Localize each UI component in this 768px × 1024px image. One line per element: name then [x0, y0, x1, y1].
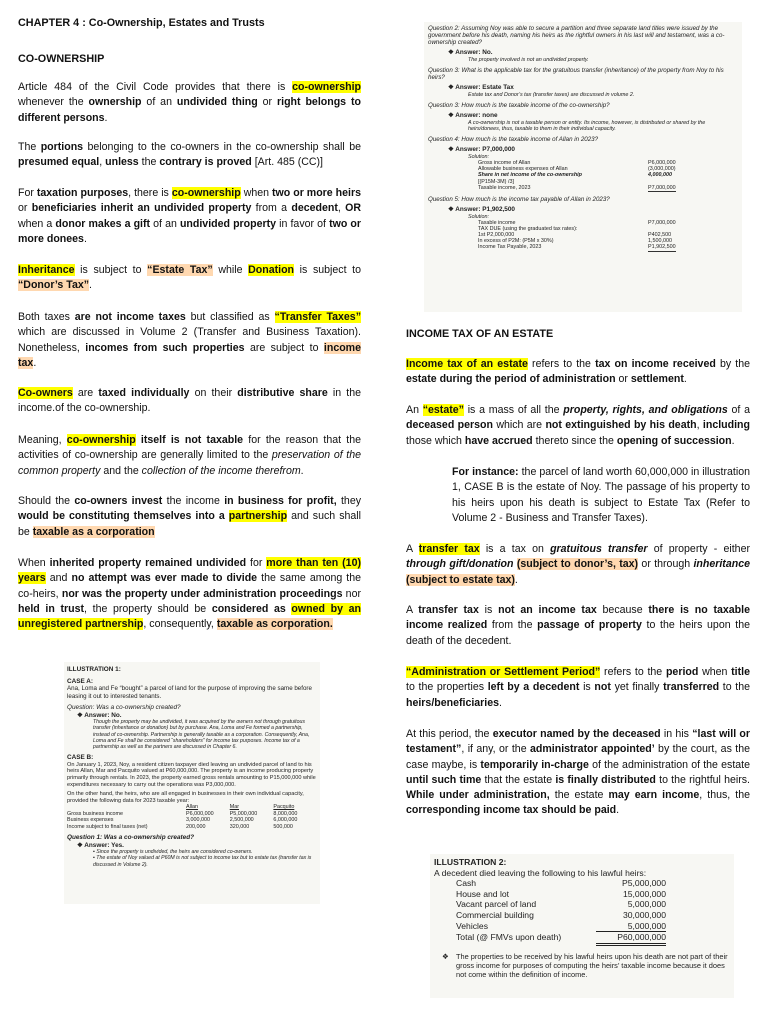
- paragraph-co-owners-taxed: Co-owners are taxed individually on their distributive share in the income.of the co-ownership.: [18, 387, 362, 415]
- paragraph-executor: At this period, the executor named by the deceased in his “last will or testament”, if any, or the administrator appointed’ by the court, as the case maybe, is temporarily in-charge of the administration of the estate until such time that the estate is finally distributed to the rightful heirs. While under administration, the estate may earn income, thus, the corresponding income tax should be paid.: [406, 728, 751, 817]
- heirs-table-header: Allan Mar Pacquito: [186, 804, 295, 811]
- table-row: Taxable income, 2023 P7,000,000: [478, 184, 676, 191]
- case-a-label: CASE A:: [67, 677, 94, 685]
- case-a-text: Ana, Loma and Fe “bought” a parcel of land for the purpose of improving the same before leasing it out to interested tenants.: [67, 685, 312, 700]
- answer-1: ❖ Answer: Yes.: [77, 841, 124, 849]
- solution-label: Solution:: [468, 154, 489, 160]
- table-row: Vacant parcel of land 5,000,000: [456, 899, 666, 910]
- question-1: Question 1: Was a co-ownership created?: [67, 833, 195, 841]
- table-row: Vehicles 5,000,000: [456, 920, 666, 931]
- table-row: Total (@ FMVs upon death) P60,000,000: [456, 932, 730, 946]
- table-row: 1st P2,000,000 P402,500: [478, 232, 672, 239]
- paragraph-article-484: Article 484 of the Civil Code provides that there is co-ownership whenever the ownership of an undivided thing or right belongs to different persons.: [18, 81, 361, 124]
- paragraph-meaning: Meaning, co-ownership itself is not taxable for the reason that the activities of co-ownership are generally limited to the preservation of the common property and the collection of the income therefrom.: [18, 434, 362, 477]
- heirs-data-intro: On the other hand, the heirs, who are all engaged in businesses in their own individual capacity, provided the following data for 2023 taxable year:: [67, 791, 304, 804]
- paragraph-transfer-tax: A transfer tax is a tax on gratuitous transfer of property - either through gift/donation (subject to donor’s, tax) or through inheritance (subject to estate tax).: [406, 543, 750, 586]
- solution-5-table: [428, 220, 738, 252]
- paragraph-taxation-purposes: For taxation purposes, there is co-ownership when two or more heirs or beneficiaries inherit an undivided property from a decedent, OR when a donor makes a gift of an undivided property in favor of two or more donees.: [18, 187, 361, 245]
- section-title-income-tax-estate: INCOME TAX OF AN ESTATE: [406, 328, 554, 340]
- case-a-question: Question: Was a co-ownership created?: [67, 704, 181, 711]
- answer-3b-text: A co-ownership is not a taxable person or entity. Its income, however, is distributed or shared by the heirs/donees, thus, taxable to them in their individual capacity.: [468, 119, 706, 132]
- estate-items-table: [434, 878, 730, 946]
- answer-3b: ❖ Answer: none: [448, 112, 498, 119]
- paragraph-income-tax-estate: Income tax of an estate refers to the tax on income received by the estate during the period of administration or settlement.: [406, 358, 750, 386]
- question-3b: Question 3: How much is the taxable income of the co-ownership?: [428, 102, 610, 109]
- question-5: Question 5: How much is the income tax payable of Allan in 2023?: [428, 196, 610, 204]
- table-row: Commercial building 30,000,000: [456, 909, 666, 920]
- case-a-answer: ❖ Answer: No.: [77, 711, 122, 719]
- table-row: Taxable income P7,000,000: [478, 219, 676, 226]
- table-row: TAX DUE (using the graduated tax rates):: [478, 225, 578, 232]
- answer-3: ❖ Answer: Estate Tax: [448, 84, 514, 91]
- table-row: Cash P5,000,000: [456, 878, 666, 889]
- section-title-co-ownership: CO-OWNERSHIP: [18, 53, 105, 65]
- table-row: Gross income of Allan P6,000,000: [478, 160, 676, 166]
- paragraph-unregistered-partnership: When inherited property remained undivided for more than ten (10) years and no attempt was ever made to divide the same among the co-heirs, nor was the property under administration proceedings nor held in trust, the property should be considered as owned by an unregistered partnership, consequently, taxable as corporation.: [18, 557, 362, 631]
- answer-5: ❖ Answer: P1,902,500: [448, 206, 515, 214]
- question-4: Question 4: How much is the taxable income of Allan in 2023?: [428, 136, 599, 144]
- case-b-text: On January 1, 2023, Noy, a resident citizen taxpayer died leaving an undivided parcel of land to his heirs Allan, Mar and Pacquito valued at P60,000,000. The property is an income producing property primarily through rentals. In 2023, the property earned gross rentals amounting to P15,000,000 while expenditures necessary to carry out the operations was P3,000,000.: [67, 761, 316, 788]
- paragraph-for-instance: For instance: the parcel of land worth 60,000,000 in illustration 1, CASE B is the estate of Noy. The passage of his property to his heirs upon his death is subject to Estate Tax (Refer to Volume 2 - Business and Transfer Taxes).: [452, 466, 750, 524]
- table-row: Income Tax Payable, 2023 P1,902,500: [478, 244, 676, 251]
- paragraph-inheritance-donation: Inheritance is subject to “Estate Tax” while Donation is subject to “Donor’s Tax”.: [18, 264, 361, 292]
- question-3: Question 3: What is the applicable tax for the gratuitous transfer (inheritance) of the property from Noy to his heirs?: [428, 67, 724, 81]
- illustration-2-scan: [430, 854, 734, 998]
- answer-4: ❖ Answer: P7,000,000: [448, 146, 515, 154]
- table-row: In excess of P2M: (P5M x 30%) 1,500,000: [478, 238, 672, 245]
- bullet-icon: ❖: [442, 951, 449, 961]
- paragraph-co-owners-invest: Should the co-owners invest the income in business for profit, they would be constituting themselves into a partnership and such shall be taxable as a corporation: [18, 495, 362, 538]
- table-row: [(P15M-3M) /3]: [478, 178, 514, 185]
- question-2: Question 2: Assuming Noy was able to secure a partition and three separate land titles were issued by the government before his death, naming his heirs as the rightful owners in his last will and testament, was a co-ownership created?: [428, 25, 725, 46]
- paragraph-administration-period: “Administration or Settlement Period” refers to the period when title to the properties left by a decedent is not yet finally transferred to the heirs/beneficiaries.: [406, 666, 750, 709]
- table-row: House and lot 15,000,000: [456, 888, 666, 899]
- paragraph-portions: The portions belonging to the co-owners in the co-ownership shall be presumed equal, unless the contrary is proved [Art. 485 (CC)]: [18, 141, 361, 169]
- answer-1-bullet-2: ▪ The estate of Noy valued at P60M is not subject to income tax but to estate tax (transfer tax is discussed in Volume 2).: [93, 855, 312, 868]
- answer-1-bullet-1: ▪ Since the property is undivided, the heirs are considered co-owners.: [93, 849, 253, 856]
- paragraph-not-income-tax: A transfer tax is not an income tax because there is no taxable income realized from the passage of property to the heirs upon the death of the decedent.: [406, 604, 750, 647]
- illustration-1-title: ILLUSTRATION 1:: [67, 666, 121, 673]
- table-row: Allowable business expenses of Allan (3,000,000): [478, 166, 676, 173]
- answer-2-text: The property involved is not an undivided property.: [468, 56, 589, 63]
- answer-2: ❖ Answer: No.: [448, 49, 493, 56]
- illustration-2-note: ❖ The properties to be received by his lawful heirs upon his death are not part of their gross income for purposes of computing the heirs’ taxable income because it does not come within the definition of income.: [442, 951, 728, 979]
- paragraph-transfer-taxes: Both taxes are not income taxes but classified as “Transfer Taxes” which are discussed in Volume 2 (Transfer and Business Taxation). Nonetheless, incomes from such properties are subject to income tax.: [18, 311, 361, 369]
- table-row: Business expenses 3,000,000 2,500,000 6,000,000: [67, 817, 298, 824]
- chapter-title: CHAPTER 4 : Co-Ownership, Estates and Trusts: [18, 17, 265, 29]
- case-b-label: CASE B:: [67, 754, 94, 762]
- paragraph-estate-definition: An “estate” is a mass of all the property, rights, and obligations of a deceased person which are not extinguished by his death, including those which have accrued thereto since the opening of succession.: [406, 404, 750, 447]
- illustration-1-continued-scan: [424, 22, 742, 312]
- solution-4-table: [428, 160, 738, 192]
- answer-3-text: Estate tax and Donor’s tax (transfer taxes) are discussed in volume 2.: [468, 91, 635, 98]
- case-a-answer-text: Though the property may be undivided, it was acquired by the owners not through gratuitous transfer (inheritance or donation) but by purchase. Ana, Loma and Fe formed a partnership, instead of co-ownership. Partnership is generally taxable as a corporation. Consequently, Ana, Loma and Fe shall be considered “shareholders” for income tax purposes. Income tax of a partnership as well as the partners are discussed in Chapter 6.: [93, 719, 310, 750]
- table-row: Share in net income of the co-ownership 4,000,000: [478, 172, 672, 179]
- illustration-2-title: ILLUSTRATION 2:: [434, 857, 507, 867]
- solution-label-5: Solution:: [468, 213, 489, 220]
- illustration-2-intro: A decedent died leaving the following to his lawful heirs:: [434, 867, 647, 878]
- table-row: Gross business income P6,000,000 P5,000,000 8,000,000: [67, 810, 298, 817]
- illustration-1-scan: [64, 662, 320, 904]
- table-row: Income subject to final taxes (net) 200,000 320,000 500,000: [67, 823, 293, 830]
